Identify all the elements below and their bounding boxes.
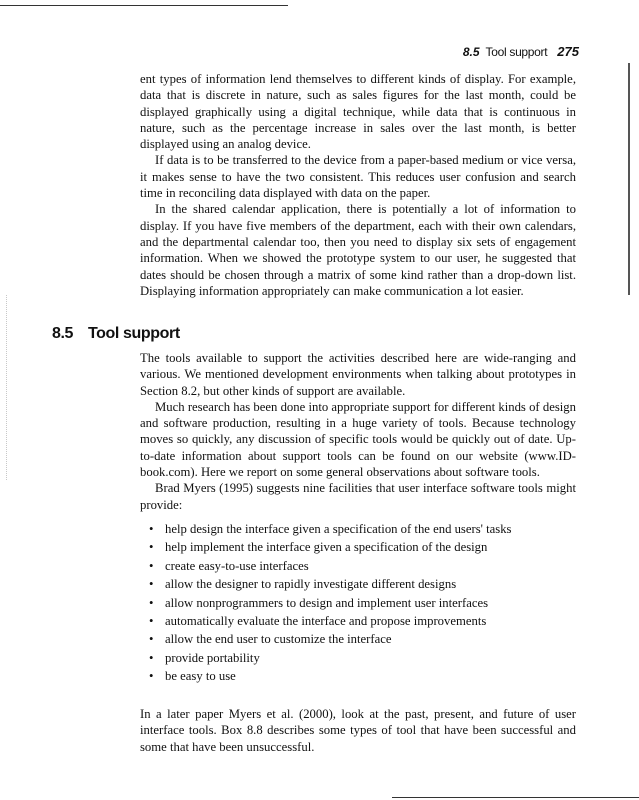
bullet-dot-icon: • [149,558,154,573]
paragraph: If data is to be transferred to the device from a paper-based medium or vice versa, it makes sense to have the two consistent. This reduces user confusion and search time in reconciling data displayed with data on the paper. [140,153,576,201]
top-text-block [140,71,576,299]
bullet-item: • allow nonprogrammers to design and implement user interfaces [149,594,579,612]
running-header [463,44,579,59]
paragraph: In a later paper Myers et al. (2000), look at the past, present, and future of user interface tools. Box 8.8 describes some types of tool that have been successful and some that have been unsuccessful. [140,707,576,754]
section-heading-number: 8.5 [52,325,74,342]
bullet-dot-icon: • [149,669,154,684]
bottom-rule [392,797,639,798]
section-text-block [140,350,576,513]
bullet-item: • automatically evaluate the interface and propose improvements [149,612,579,630]
section-heading [52,325,180,343]
bullet-item: • help design the interface given a specification of the end users' tasks [149,520,579,538]
section-heading-title: Tool support [88,325,180,342]
bullet-dot-icon: • [149,577,154,592]
bullet-item: • be easy to use [149,667,579,685]
top-rule [0,5,288,6]
paragraph: In the shared calendar application, there is potentially a lot of information to display. If you have five members of the department, each with their own calendars, and the departmental calendar too, then you need to display six sets of engagement information. When we showed the prototype system to our user, he suggested that dates should be chosen through a matrix of some kind rather than a drop-down list. Displaying information appropriately can make communication a lot easier. [140,202,576,298]
paragraph: ent types of information lend themselves to different kinds of display. For example, data that is discrete in nature, such as sales figures for the last month, could be displayed graphically using a digital technique, while data that is continuous in nature, such as the percentage increase in sales over the last month, is better displayed using an analog device. [140,72,576,152]
closing-text-block [140,706,576,755]
bullet-dot-icon: • [149,632,154,647]
paragraph: Brad Myers (1995) suggests nine facilities that user interface software tools might provide: [140,481,576,512]
bullet-dot-icon: • [149,614,154,629]
bullet-dot-icon: • [149,522,154,536]
paragraph: Much research has been done into appropriate support for different kinds of design and software production, resulting in a huge variety of tools. Because technology moves so quickly, any discussion of specific tools would be quickly out of date. Up-to-date information about support tools can be found on our website (www.ID-book.com). Here we report on some general observations about software tools. [140,399,576,480]
bullet-dot-icon: • [149,595,154,610]
paragraph: The tools available to support the activities described here are wide-ranging and various. We mentioned development environments when talking about prototypes in Section 8.2, but other kinds of support are available. [140,351,576,398]
scan-edge-dots [6,295,8,480]
page-number: 275 [557,44,579,59]
bullet-item: • allow the end user to customize the interface [149,630,579,648]
bullet-list [149,520,579,686]
bullet-item: • create easy-to-use interfaces [149,557,579,575]
bullet-item: • allow the designer to rapidly investigate different designs [149,575,579,593]
bullet-item: • provide portability [149,649,579,667]
bullet-dot-icon: • [149,650,154,665]
header-section-number: 8.5 [462,45,480,59]
header-section-title: Tool support [485,45,548,59]
bullet-dot-icon: • [149,540,154,555]
margin-change-bar [628,63,630,295]
bullet-item: • help implement the interface given a specification of the design [149,538,579,556]
